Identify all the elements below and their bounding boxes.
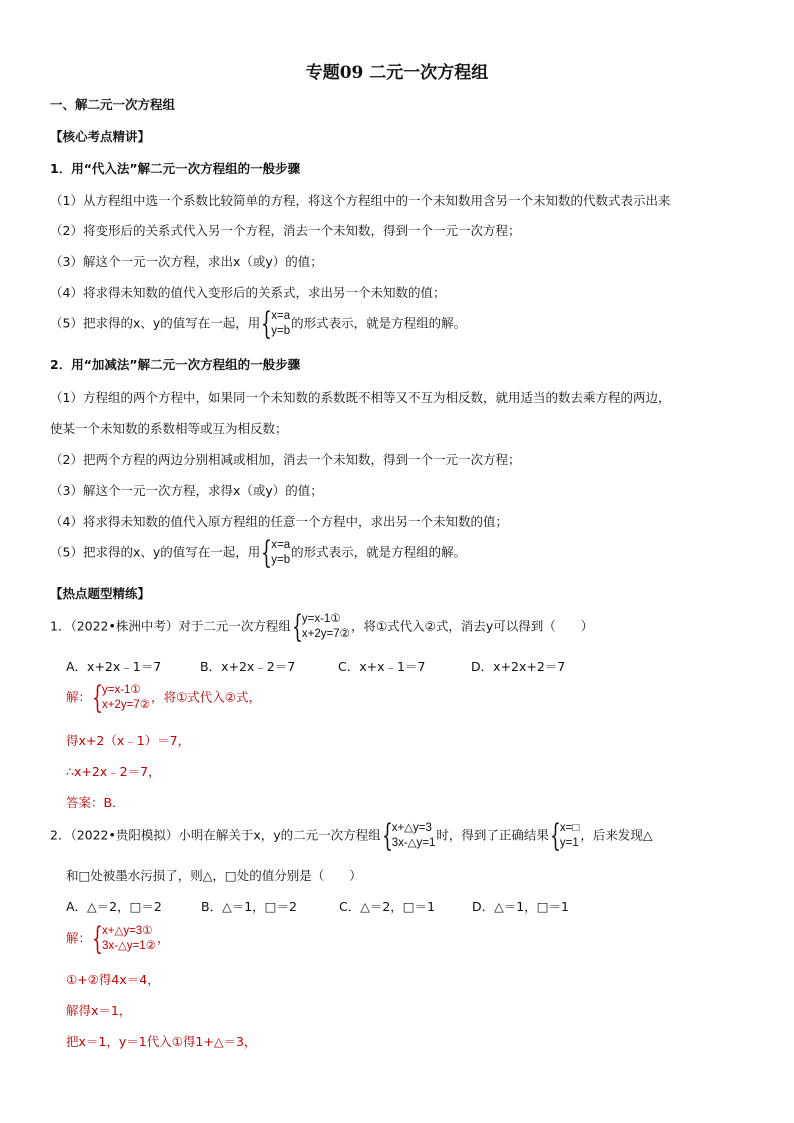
solution-prefix: 解： bbox=[66, 689, 92, 705]
hot-header: 【热点题型精练】 bbox=[50, 586, 151, 601]
question-1-stem-end: ，将①式代入②式，消去y可以得到（ ） bbox=[350, 618, 594, 634]
question-2-stem-mid: 时，得到了正确结果 bbox=[436, 827, 549, 843]
substitution-step-2: （2）将变形后的关系式代入另一个方程，消去一个未知数，得到一个一元一次方程； bbox=[50, 223, 521, 238]
question-2-options bbox=[66, 898, 569, 916]
system-row: y=b bbox=[271, 325, 291, 337]
elimination-step-1-cont: 使某一个未知数的系数相等或互为相反数； bbox=[50, 421, 288, 436]
answer-line: 答案：B． bbox=[66, 795, 125, 810]
question-1-options bbox=[66, 658, 565, 676]
question-2-stem-end: ，后来发现△ bbox=[580, 827, 653, 843]
option-c[interactable]: C．△＝2，□＝1 bbox=[339, 899, 436, 914]
substitution-step-5 bbox=[50, 306, 467, 342]
question-2-solution bbox=[66, 921, 170, 957]
elimination-step-2: （2）把两个方程的两边分别相减或相加，消去一个未知数，得到一个一元一次方程； bbox=[50, 452, 521, 467]
elimination-step-4: （4）将求得未知数的值代入原方程组的任意一个方程中，求出另一个未知数的值； bbox=[50, 514, 508, 529]
solution-system: { x=a y=b bbox=[261, 535, 291, 571]
equation-system: { y=x-1① x+2y=7② bbox=[291, 609, 350, 645]
substitution-step-1: （1）从方程组中选一个系数比较简单的方程，将这个方程组中的一个未知数用含另一个未知数的代数式表示出来 bbox=[50, 193, 671, 208]
system-row: x=□ bbox=[559, 822, 580, 834]
system-row: x+2y=7② bbox=[102, 699, 151, 711]
substitution-step-3: （3）解这个一元一次方程，求出x（或y）的值； bbox=[50, 254, 323, 269]
solution-line: 把x＝1，y＝1代入①得1+△＝3， bbox=[66, 1034, 257, 1049]
option-d[interactable]: D．x+2x+2＝7 bbox=[471, 659, 566, 674]
system-row: x+△y=3① bbox=[102, 925, 153, 937]
step-5-suffix: 的形式表示，就是方程组的解。 bbox=[291, 544, 467, 560]
equation-system: { x+△y=3 3x-△y=1 bbox=[381, 818, 436, 854]
substitution-heading: 1．用“代入法”解二元一次方程组的一般步骤 bbox=[50, 161, 301, 176]
equation-system: { y=x-1① x+2y=7② bbox=[92, 680, 151, 716]
solution-prefix: 解： bbox=[66, 930, 92, 946]
option-a[interactable]: A．x+2x﹣1＝7 bbox=[66, 659, 162, 674]
option-c[interactable]: C．x+x﹣1＝7 bbox=[338, 659, 426, 674]
result-system: { x=□ y=1 bbox=[549, 818, 580, 854]
section-heading: 一、解二元一次方程组 bbox=[50, 97, 176, 112]
option-a[interactable]: A．△＝2，□＝2 bbox=[66, 899, 162, 914]
option-d[interactable]: D．△＝1，□＝1 bbox=[472, 899, 569, 914]
step-5-suffix: 的形式表示，就是方程组的解。 bbox=[291, 315, 467, 331]
system-row: 3x-△y=1② bbox=[102, 940, 157, 952]
question-1 bbox=[50, 609, 594, 645]
system-row: x=a bbox=[271, 539, 291, 551]
system-row: x=a bbox=[271, 310, 291, 322]
option-b[interactable]: B．△＝1，□＝2 bbox=[201, 899, 297, 914]
question-2-stem: 2．（2022•贵阳模拟）小明在解关于x，y的二元一次方程组 bbox=[50, 827, 381, 843]
solution-suffix: ，将①式代入②式， bbox=[151, 689, 261, 705]
elimination-step-1: （1）方程组的两个方程中，如果同一个未知数的系数既不相等又不互为相反数，就用适当的数去乘方程的两边， bbox=[50, 390, 671, 405]
system-row: y=x-1① bbox=[102, 684, 141, 696]
solution-line: 得x+2（x﹣1）＝7， bbox=[66, 733, 191, 748]
equation-system: { x+△y=3① 3x-△y=1② bbox=[92, 921, 157, 957]
step-5-prefix: （5）把求得的x、y的值写在一起，用 bbox=[50, 544, 261, 560]
elimination-step-3: （3）解这个一元一次方程，求得x（或y）的值； bbox=[50, 483, 323, 498]
elimination-step-5 bbox=[50, 535, 467, 571]
question-1-stem: 1．（2022•株洲中考）对于二元一次方程组 bbox=[50, 618, 291, 634]
question-2-stem-line-2: 和□处被墨水污损了，则△，□处的值分别是（ ） bbox=[66, 868, 362, 883]
system-row: 3x-△y=1 bbox=[391, 837, 436, 849]
question-1-solution bbox=[66, 680, 261, 716]
system-row: x+△y=3 bbox=[391, 822, 432, 834]
page-title: 专题09 二元一次方程组 bbox=[305, 63, 489, 83]
system-row: y=x-1① bbox=[301, 613, 341, 625]
elimination-heading: 2．用“加减法”解二元一次方程组的一般步骤 bbox=[50, 357, 301, 372]
system-row: y=b bbox=[271, 554, 291, 566]
system-row: y=1 bbox=[559, 837, 579, 849]
step-5-prefix: （5）把求得的x、y的值写在一起，用 bbox=[50, 315, 261, 331]
system-row: x+2y=7② bbox=[301, 628, 350, 640]
substitution-step-4: （4）将求得未知数的值代入变形后的关系式，求出另一个未知数的值； bbox=[50, 285, 446, 300]
solution-line: 解得x＝1， bbox=[66, 1003, 132, 1018]
core-header: 【核心考点精讲】 bbox=[50, 129, 151, 144]
solution-suffix: ， bbox=[157, 930, 170, 946]
question-2 bbox=[50, 818, 653, 854]
option-b[interactable]: B．x+2x﹣2＝7 bbox=[200, 659, 296, 674]
solution-line: ∴x+2x﹣2＝7， bbox=[66, 764, 161, 779]
solution-line: ①+②得4x＝4， bbox=[66, 972, 160, 987]
solution-system: { x=a y=b bbox=[261, 306, 291, 342]
